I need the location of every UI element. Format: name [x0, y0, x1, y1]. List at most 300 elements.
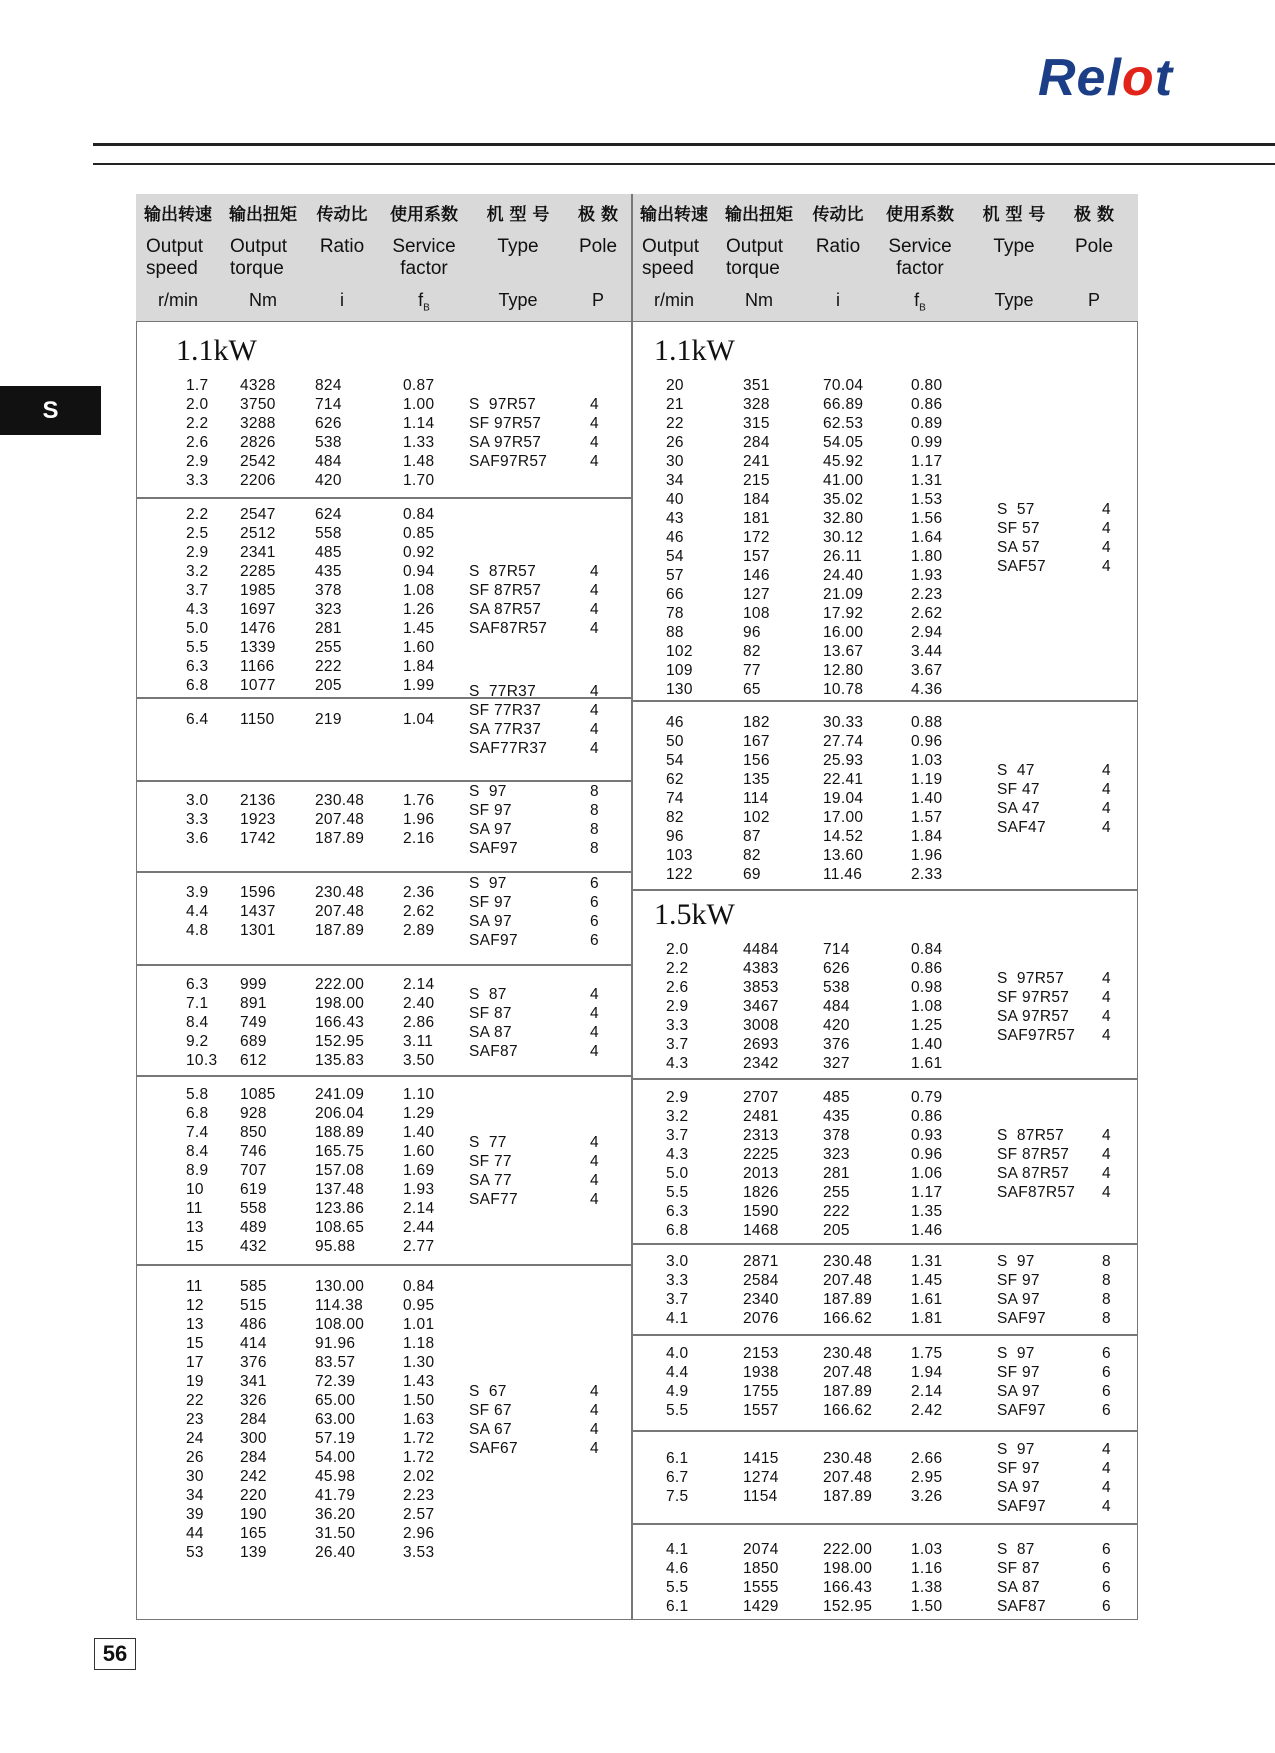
type-label: SAF47: [997, 818, 1046, 836]
group-separator: [137, 964, 631, 966]
pole-value: 4: [1102, 799, 1111, 817]
table-cell-speed: 2.0: [186, 396, 209, 413]
table-cell-fb: 2.94: [911, 624, 943, 641]
table-cell-fb: 1.43: [403, 1373, 435, 1390]
table-cell-ratio: 230.48: [315, 884, 365, 901]
table-cell-torque: 156: [743, 752, 770, 769]
table-cell-fb: 2.42: [911, 1402, 943, 1419]
table-cell-torque: 1590: [743, 1203, 779, 1220]
header-cn-right-3: 使用系数: [886, 205, 954, 225]
table-cell-ratio: 207.48: [823, 1469, 873, 1486]
header-rule-top: [93, 143, 1275, 146]
pole-value: 8: [1102, 1253, 1111, 1270]
table-cell-fb: 3.44: [911, 643, 943, 660]
table-cell-torque: 241: [743, 453, 770, 470]
type-label: SF 97: [997, 1272, 1040, 1289]
table-cell-fb: 1.45: [911, 1272, 943, 1289]
table-cell-speed: 4.4: [666, 1364, 689, 1381]
table-cell-torque: 1923: [240, 811, 276, 828]
table-cell-ratio: 166.43: [315, 1014, 365, 1031]
table-cell-fb: 0.79: [911, 1089, 943, 1106]
header-sym-left-2: i: [340, 290, 344, 310]
table-cell-ratio: 558: [315, 525, 342, 542]
table-cell-fb: 1.03: [911, 752, 943, 769]
table-cell-torque: 135: [743, 771, 770, 788]
table-cell-fb: 0.93: [911, 1127, 943, 1144]
pole-value: 4: [590, 1190, 599, 1208]
table-cell-fb: 1.50: [403, 1392, 435, 1409]
pole-value: 4: [590, 1023, 599, 1041]
table-cell-speed: 74: [666, 790, 684, 807]
table-cell-speed: 43: [666, 510, 684, 527]
table-cell-speed: 3.0: [186, 792, 209, 809]
pole-value: 8: [1102, 1310, 1111, 1327]
table-cell-fb: 2.14: [403, 976, 435, 993]
table-cell-speed: 2.5: [186, 525, 209, 542]
table-cell-speed: 8.9: [186, 1162, 209, 1179]
table-cell-fb: 1.84: [911, 828, 943, 845]
table-cell-speed: 7.1: [186, 995, 209, 1012]
table-cell-fb: 1.56: [911, 510, 943, 527]
header-sym-right-5: P: [1087, 290, 1100, 310]
header-cn-right-0: 输出转速: [640, 205, 708, 225]
header-en-left-5: Pole: [578, 236, 618, 257]
type-label: S 87R57: [997, 1127, 1065, 1144]
table-cell-ratio: 62.53: [823, 415, 864, 432]
table-cell-torque: 139: [240, 1544, 267, 1561]
table-cell-ratio: 13.67: [823, 643, 864, 660]
table-cell-ratio: 22.41: [823, 771, 864, 788]
table-cell-fb: 1.64: [911, 529, 943, 546]
table-cell-fb: 1.80: [911, 548, 943, 565]
table-cell-torque: 3853: [743, 979, 779, 996]
table-cell-fb: 1.99: [403, 677, 435, 694]
table-cell-fb: 1.00: [403, 396, 435, 413]
table-cell-ratio: 626: [315, 415, 342, 432]
brand-logo: Relot: [1038, 49, 1174, 107]
group-separator: [137, 780, 631, 782]
table-cell-torque: 315: [743, 415, 770, 432]
table-cell-ratio: 123.86: [315, 1200, 365, 1217]
table-cell-speed: 21: [666, 396, 684, 413]
table-cell-speed: 57: [666, 567, 684, 584]
table-cell-fb: 1.08: [403, 582, 435, 599]
type-label: S 97: [997, 1440, 1035, 1458]
table-cell-torque: 689: [240, 1033, 267, 1050]
table-cell-fb: 1.40: [911, 1036, 943, 1053]
table-cell-ratio: 26.40: [315, 1544, 356, 1561]
table-cell-speed: 26: [186, 1449, 204, 1466]
table-cell-torque: 96: [743, 624, 761, 641]
table-cell-torque: 215: [743, 472, 770, 489]
header-sym-left-4: Type: [498, 290, 538, 310]
table-cell-torque: 2313: [743, 1127, 779, 1144]
type-label: SF 47: [997, 780, 1040, 798]
header-cn-left-2: 传动比: [316, 205, 368, 225]
table-cell-fb: 1.75: [911, 1345, 943, 1362]
table-cell-fb: 1.45: [403, 620, 435, 637]
table-cell-speed: 30: [186, 1468, 204, 1485]
table-cell-torque: 414: [240, 1335, 267, 1352]
table-cell-ratio: 230.48: [823, 1253, 873, 1270]
pole-value: 4: [1102, 1459, 1111, 1477]
table-cell-speed: 2.2: [666, 960, 689, 977]
type-label: SA 87: [997, 1579, 1040, 1596]
table-cell-fb: 1.60: [403, 639, 435, 656]
table-cell-fb: 2.62: [403, 903, 435, 920]
table-cell-torque: 1985: [240, 582, 276, 599]
table-cell-ratio: 130.00: [315, 1278, 365, 1295]
table-cell-fb: 3.50: [403, 1052, 435, 1069]
type-label: S 97R57: [469, 396, 537, 413]
table-cell-torque: 2013: [743, 1165, 779, 1182]
table-cell-torque: 1150: [240, 711, 275, 728]
table-cell-torque: 284: [240, 1411, 267, 1428]
table-cell-torque: 3008: [743, 1017, 779, 1034]
table-cell-fb: 1.03: [911, 1541, 943, 1558]
type-label: SA 97: [469, 912, 512, 930]
pole-value: 4: [1102, 1007, 1111, 1025]
table-cell-speed: 103: [666, 847, 693, 864]
header-cn-left-3: 使用系数: [390, 205, 458, 225]
table-cell-fb: 1.60: [403, 1143, 435, 1160]
table-cell-speed: 10.3: [186, 1052, 218, 1069]
table-cell-ratio: 538: [315, 434, 342, 451]
table-cell-fb: 1.50: [911, 1598, 943, 1615]
table-cell-fb: 0.89: [911, 415, 943, 432]
table-cell-ratio: 327: [823, 1055, 850, 1072]
table-cell-ratio: 230.48: [823, 1345, 873, 1362]
type-label: SF 87: [469, 1004, 512, 1022]
pole-value: 4: [590, 720, 599, 738]
pole-value: 6: [590, 874, 599, 892]
table-cell-speed: 6.3: [666, 1203, 689, 1220]
table-cell-torque: 1557: [743, 1402, 779, 1419]
table-cell-speed: 11: [186, 1278, 203, 1295]
header-sym-left-5: P: [591, 290, 604, 310]
table-cell-torque: 1468: [743, 1222, 779, 1239]
table-cell-torque: 1826: [743, 1184, 779, 1201]
pole-value: 4: [590, 1401, 599, 1419]
pole-value: 4: [590, 1171, 599, 1189]
table-cell-fb: 1.30: [403, 1354, 435, 1371]
table-cell-ratio: 11.46: [823, 866, 863, 883]
type-label: SAF77: [469, 1190, 518, 1208]
table-cell-speed: 1.7: [186, 377, 209, 394]
pole-value: 4: [590, 415, 599, 432]
table-cell-torque: 999: [240, 976, 267, 993]
table-cell-fb: 0.96: [911, 1146, 943, 1163]
pole-value: 4: [590, 1152, 599, 1170]
pole-value: 4: [590, 434, 599, 451]
table-cell-torque: 1077: [240, 677, 276, 694]
table-cell-speed: 39: [186, 1506, 204, 1523]
table-cell-ratio: 114.38: [315, 1297, 364, 1314]
type-label: SAF97R57: [997, 1026, 1076, 1044]
table-cell-fb: 0.99: [911, 434, 943, 451]
type-label: SA 77: [469, 1171, 512, 1189]
table-cell-speed: 6.1: [666, 1598, 689, 1615]
header-cn-right-1: 输出扭矩: [725, 205, 793, 225]
pole-value: 4: [590, 1439, 599, 1457]
group-separator: [137, 497, 631, 499]
table-cell-speed: 54: [666, 548, 684, 565]
table-cell-torque: 585: [240, 1278, 267, 1295]
pole-value: 4: [590, 1382, 599, 1400]
type-label: SF 87R57: [997, 1146, 1070, 1163]
table-cell-speed: 2.2: [186, 506, 209, 523]
table-cell-speed: 3.7: [666, 1127, 689, 1144]
table-cell-ratio: 187.89: [823, 1291, 873, 1308]
pole-value: 8: [1102, 1272, 1111, 1289]
table-cell-fb: 0.87: [403, 377, 435, 394]
table-cell-fb: 1.69: [403, 1162, 435, 1179]
type-label: S 67: [469, 1382, 507, 1400]
table-cell-fb: 1.61: [911, 1055, 943, 1072]
table-cell-fb: 4.36: [911, 681, 943, 698]
table-cell-ratio: 54.05: [823, 434, 864, 451]
type-label: SAF97: [997, 1497, 1046, 1515]
table-cell-torque: 2707: [743, 1089, 779, 1106]
pole-value: 8: [590, 782, 599, 800]
table-cell-speed: 6.3: [186, 976, 209, 993]
table-cell-speed: 4.6: [666, 1560, 689, 1577]
table-cell-torque: 2136: [240, 792, 276, 809]
header-en-left-1: Output torque: [230, 236, 288, 279]
table-cell-fb: 1.33: [403, 434, 435, 451]
table-cell-ratio: 25.93: [823, 752, 864, 769]
table-cell-torque: 2512: [240, 525, 276, 542]
group-separator: [632, 700, 1137, 702]
table-cell-fb: 1.38: [911, 1579, 943, 1596]
table-cell-fb: 1.61: [911, 1291, 943, 1308]
table-cell-fb: 1.04: [403, 711, 435, 728]
table-cell-torque: 2340: [743, 1291, 779, 1308]
table-cell-ratio: 323: [823, 1146, 850, 1163]
table-cell-torque: 376: [240, 1354, 267, 1371]
table-cell-torque: 891: [240, 995, 267, 1012]
table-cell-ratio: 187.89: [315, 830, 365, 847]
table-cell-ratio: 198.00: [315, 995, 365, 1012]
table-cell-fb: 1.08: [911, 998, 943, 1015]
table-cell-torque: 2341: [240, 544, 276, 561]
table-cell-fb: 0.86: [911, 960, 943, 977]
pole-value: 6: [1102, 1579, 1111, 1596]
table-cell-fb: 1.57: [911, 809, 943, 826]
table-cell-speed: 44: [186, 1525, 204, 1542]
table-cell-ratio: 378: [823, 1127, 850, 1144]
table-cell-torque: 65: [743, 681, 761, 698]
power-heading: 1.1kW: [654, 334, 735, 367]
table-cell-ratio: 187.89: [823, 1383, 873, 1400]
table-cell-ratio: 198.00: [823, 1560, 873, 1577]
pole-value: 4: [1102, 500, 1111, 518]
table-cell-torque: 928: [240, 1105, 267, 1122]
table-cell-torque: 619: [240, 1181, 267, 1198]
table-cell-fb: 2.36: [403, 884, 435, 901]
pole-value: 4: [1102, 557, 1111, 575]
table-cell-fb: 1.19: [911, 771, 943, 788]
table-cell-fb: 1.01: [403, 1316, 435, 1333]
table-cell-ratio: 135.83: [315, 1052, 365, 1069]
section-tab: S: [0, 386, 101, 435]
table-cell-torque: 850: [240, 1124, 267, 1141]
pole-value: 8: [1102, 1291, 1111, 1308]
table-cell-torque: 489: [240, 1219, 267, 1236]
pole-value: 4: [590, 620, 599, 637]
table-cell-fb: 1.93: [403, 1181, 435, 1198]
table-cell-fb: 0.86: [911, 396, 943, 413]
table-cell-ratio: 241.09: [315, 1086, 365, 1103]
pole-value: 4: [1102, 1184, 1111, 1201]
table-cell-fb: 2.16: [403, 830, 435, 847]
table-cell-torque: 1742: [240, 830, 276, 847]
table-cell-speed: 15: [186, 1335, 204, 1352]
table-cell-torque: 127: [743, 586, 770, 603]
table-cell-torque: 2542: [240, 453, 276, 470]
table-cell-ratio: 207.48: [315, 811, 365, 828]
table-cell-fb: 1.18: [403, 1335, 435, 1352]
type-label: SA 97: [469, 820, 512, 838]
table-cell-fb: 1.29: [403, 1105, 435, 1122]
table-cell-speed: 3.7: [666, 1291, 689, 1308]
table-cell-torque: 1755: [743, 1383, 779, 1400]
table-cell-fb: 1.26: [403, 601, 435, 618]
header-sym-right-0: r/min: [654, 290, 694, 310]
header-sym-right-4: Type: [994, 290, 1034, 310]
table-cell-torque: 182: [743, 714, 770, 731]
table-cell-torque: 1154: [743, 1488, 778, 1505]
table-cell-torque: 284: [240, 1449, 267, 1466]
table-cell-speed: 6.1: [666, 1450, 689, 1467]
table-cell-ratio: 230.48: [315, 792, 365, 809]
table-cell-speed: 13: [186, 1316, 204, 1333]
table-cell-speed: 3.9: [186, 884, 209, 901]
table-cell-fb: 1.17: [911, 1184, 943, 1201]
table-cell-ratio: 205: [315, 677, 342, 694]
table-cell-ratio: 420: [823, 1017, 850, 1034]
table-cell-ratio: 30.33: [823, 714, 864, 731]
table-cell-fb: 2.62: [911, 605, 943, 622]
table-cell-speed: 19: [186, 1373, 204, 1390]
table-cell-speed: 46: [666, 529, 684, 546]
table-cell-speed: 3.2: [666, 1108, 689, 1125]
pole-value: 8: [590, 801, 599, 819]
type-label: SF 97R57: [997, 988, 1070, 1006]
table-cell-torque: 2342: [743, 1055, 779, 1072]
table-cell-fb: 2.33: [911, 866, 943, 883]
table-cell-ratio: 63.00: [315, 1411, 356, 1428]
table-cell-ratio: 323: [315, 601, 342, 618]
table-cell-speed: 5.5: [186, 639, 209, 656]
table-cell-speed: 24: [186, 1430, 204, 1447]
header-sym-right-3: $f_B$: [914, 290, 926, 314]
type-label: SAF97R57: [469, 453, 548, 470]
pole-value: 4: [590, 396, 599, 413]
pole-value: 6: [1102, 1345, 1111, 1362]
table-cell-torque: 2693: [743, 1036, 779, 1053]
table-cell-speed: 2.2: [186, 415, 209, 432]
table-cell-ratio: 27.74: [823, 733, 864, 750]
table-cell-torque: 707: [240, 1162, 267, 1179]
table-cell-ratio: 32.80: [823, 510, 864, 527]
pole-value: 4: [590, 453, 599, 470]
table-cell-speed: 4.4: [186, 903, 209, 920]
table-cell-ratio: 714: [315, 396, 342, 413]
table-cell-fb: 2.77: [403, 1238, 435, 1255]
table-cell-torque: 432: [240, 1238, 267, 1255]
type-label: S 47: [997, 761, 1035, 779]
table-cell-speed: 7.5: [666, 1488, 689, 1505]
header-en-right-0: Output speed: [642, 236, 700, 279]
type-label: S 97R57: [997, 969, 1065, 987]
table-cell-torque: 326: [240, 1392, 267, 1409]
data-table-frame: [136, 194, 1138, 1620]
header-cn-left-1: 输出扭矩: [229, 205, 297, 225]
table-cell-fb: 2.23: [403, 1487, 435, 1504]
type-label: SA 47: [997, 799, 1040, 817]
table-cell-ratio: 14.52: [823, 828, 864, 845]
table-cell-ratio: 83.57: [315, 1354, 356, 1371]
table-cell-ratio: 255: [315, 639, 342, 656]
pole-value: 6: [1102, 1364, 1111, 1381]
table-cell-torque: 328: [743, 396, 770, 413]
type-label: SAF97: [469, 931, 518, 949]
table-cell-ratio: 30.12: [823, 529, 864, 546]
table-cell-speed: 7.4: [186, 1124, 209, 1141]
table-cell-speed: 2.9: [186, 544, 209, 561]
type-label: S 97: [469, 782, 507, 800]
table-cell-speed: 30: [666, 453, 684, 470]
type-label: SA 87R57: [469, 601, 542, 618]
table-cell-speed: 3.7: [186, 582, 209, 599]
table-cell-fb: 2.96: [403, 1525, 435, 1542]
type-label: SAF87R57: [997, 1184, 1076, 1201]
table-cell-torque: 102: [743, 809, 770, 826]
table-cell-ratio: 12.80: [823, 662, 864, 679]
header-en-left-3: Service factor: [392, 236, 456, 279]
pole-value: 4: [1102, 1026, 1111, 1044]
pole-value: 4: [1102, 1146, 1111, 1163]
table-cell-speed: 6.8: [666, 1222, 689, 1239]
table-cell-ratio: 376: [823, 1036, 850, 1053]
table-cell-fb: 0.84: [911, 941, 943, 958]
type-label: SA 87: [469, 1023, 512, 1041]
table-cell-torque: 87: [743, 828, 761, 845]
table-cell-torque: 1415: [743, 1450, 779, 1467]
table-cell-fb: 1.17: [911, 453, 943, 470]
pole-value: 4: [1102, 818, 1111, 836]
pole-value: 8: [590, 839, 599, 857]
pole-value: 4: [1102, 969, 1111, 987]
type-label: SF 57: [997, 519, 1040, 537]
table-cell-speed: 17: [186, 1354, 204, 1371]
table-cell-speed: 4.3: [666, 1055, 689, 1072]
table-cell-torque: 2076: [743, 1310, 779, 1327]
table-cell-ratio: 378: [315, 582, 342, 599]
group-separator: [137, 697, 631, 699]
table-cell-speed: 78: [666, 605, 684, 622]
table-cell-speed: 3.3: [666, 1017, 689, 1034]
table-cell-speed: 54: [666, 752, 684, 769]
table-cell-ratio: 108.00: [315, 1316, 365, 1333]
type-label: S 87: [997, 1541, 1035, 1558]
table-cell-speed: 2.9: [666, 998, 689, 1015]
type-label: S 87: [469, 985, 507, 1003]
table-cell-ratio: 95.88: [315, 1238, 356, 1255]
table-cell-ratio: 41.00: [823, 472, 864, 489]
table-cell-ratio: 485: [315, 544, 342, 561]
